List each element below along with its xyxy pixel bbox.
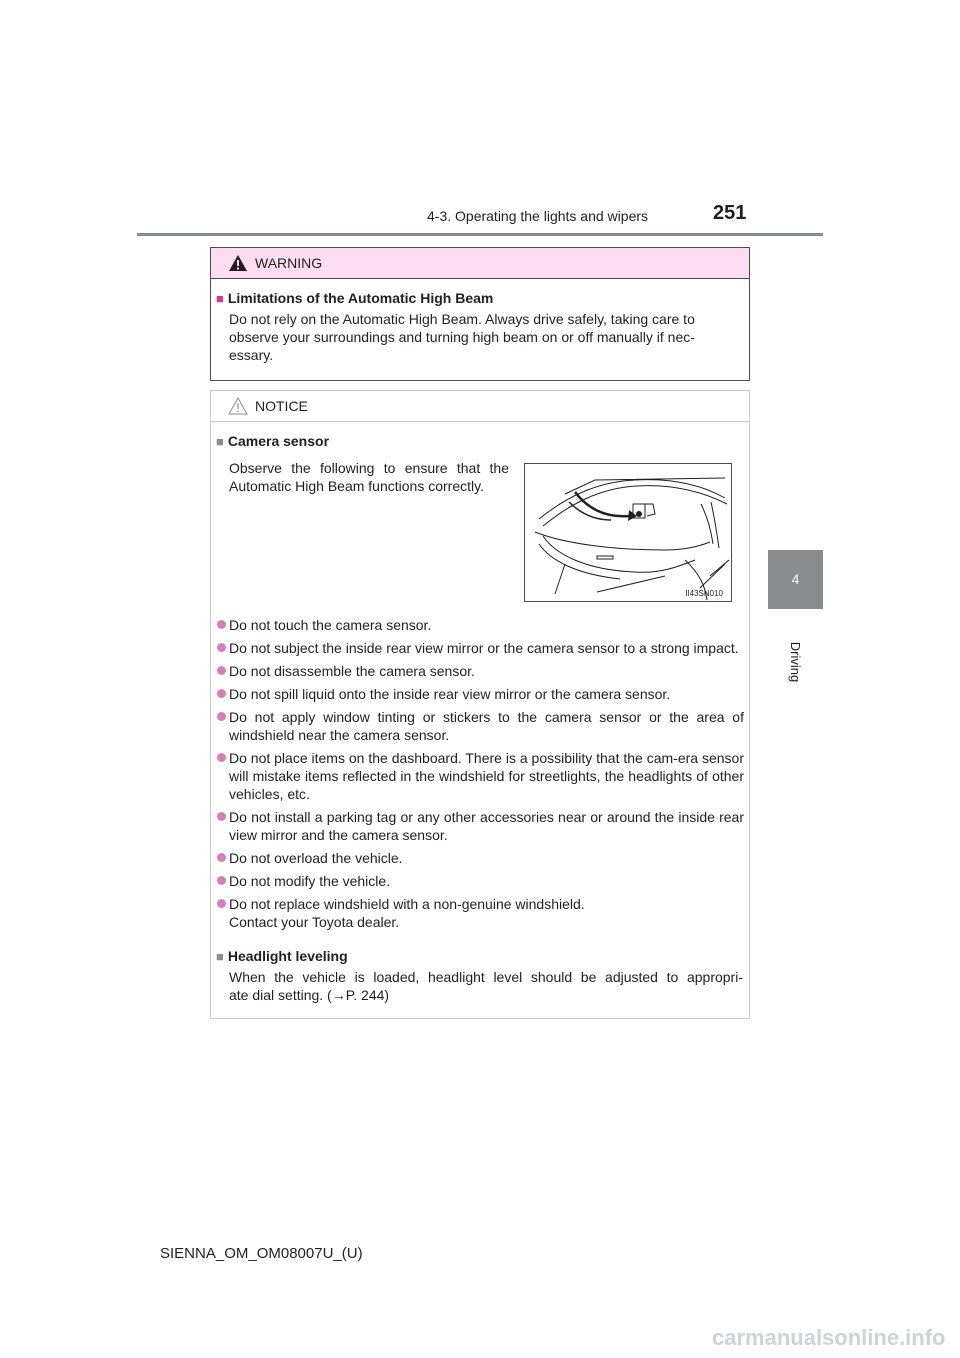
chapter-number: 4 bbox=[791, 571, 800, 587]
warning-header bbox=[211, 248, 749, 279]
list-item: Do not install a parking tag or any other accessories near or around the inside rear view mirror and the camera sensor. bbox=[217, 808, 744, 844]
list-item: Do not apply window tinting or stickers to the camera sensor or the area of windshield near the camera sensor. bbox=[217, 708, 744, 744]
notice-header bbox=[211, 391, 749, 422]
notice-bullet-list bbox=[217, 616, 744, 931]
watermark: carmanualsonline.info bbox=[712, 1325, 946, 1350]
windshield-camera-figure bbox=[524, 463, 732, 602]
bullet-dot-icon bbox=[217, 753, 226, 762]
warning-text bbox=[229, 310, 741, 364]
chapter-name: Driving bbox=[788, 641, 803, 683]
warning-line: essary. bbox=[229, 347, 274, 363]
header-divider bbox=[137, 233, 823, 236]
intro-line: Observe the following to ensure that the bbox=[229, 460, 509, 476]
document-code: SIENNA_OM_OM08007U_(U) bbox=[160, 1245, 363, 1262]
list-item: Do not disassemble the camera sensor. bbox=[217, 662, 744, 680]
warning-line: observe your surroundings and turning high beam on or off manually if nec- bbox=[229, 329, 695, 345]
list-item: Do not place items on the dashboard. There is a possibility that the cam-era sensor will mistake items reflected in the windshield for streetlights, the headlights of other vehicles, etc. bbox=[217, 749, 744, 803]
notice-box bbox=[210, 390, 750, 1019]
bullet-dot-icon bbox=[217, 643, 226, 652]
leveling-line: When the vehicle is loaded, headlight level should be adjusted to appropri- bbox=[229, 969, 743, 985]
bullet-dot-icon bbox=[217, 689, 226, 698]
list-item: Do not replace windshield with a non-genuine windshield. bbox=[217, 895, 744, 913]
leveling-line: ate dial setting. (→P. 244) bbox=[229, 987, 390, 1003]
bullet-dot-icon bbox=[217, 853, 226, 862]
warning-triangle-icon bbox=[228, 254, 248, 272]
notice-label: NOTICE bbox=[255, 398, 308, 414]
bullet-dot-icon bbox=[217, 712, 226, 721]
list-item: Do not subject the inside rear view mirror or the camera sensor to a strong impact. bbox=[217, 639, 744, 657]
square-bullet-icon: ■ bbox=[216, 949, 224, 964]
caution-triangle-icon bbox=[228, 397, 248, 415]
square-bullet-icon: ■ bbox=[216, 291, 224, 306]
bullet-dot-icon bbox=[217, 812, 226, 821]
list-item: Do not touch the camera sensor. bbox=[217, 616, 744, 634]
bullet-dot-icon bbox=[217, 876, 226, 885]
warning-box bbox=[210, 247, 750, 381]
camera-intro bbox=[229, 459, 509, 495]
warning-line: Do not rely on the Automatic High Beam. Always drive safely, taking care to bbox=[229, 311, 695, 327]
section-title: 4-3. Operating the lights and wipers bbox=[427, 208, 649, 224]
list-item: Do not modify the vehicle. bbox=[217, 872, 744, 890]
square-bullet-icon: ■ bbox=[216, 434, 224, 449]
bullet-dot-icon bbox=[217, 899, 226, 908]
warning-label: WARNING bbox=[255, 255, 323, 271]
headlight-leveling-title: ■ Headlight leveling bbox=[216, 948, 348, 964]
bullet-dot-icon bbox=[217, 666, 226, 675]
camera-sensor-title: ■ Camera sensor bbox=[216, 433, 330, 449]
figure-code: II43SN010 bbox=[685, 589, 723, 598]
intro-line: Automatic High Beam functions correctly. bbox=[229, 478, 484, 494]
headlight-leveling-text bbox=[229, 968, 743, 1004]
warning-title: ■ Limitations of the Automatic High Beam bbox=[216, 290, 494, 306]
list-item: Do not spill liquid onto the inside rear view mirror or the camera sensor. bbox=[217, 685, 744, 703]
page-number: 251 bbox=[713, 202, 747, 224]
windshield-illustration bbox=[525, 464, 731, 601]
bullet-dot-icon bbox=[217, 620, 226, 629]
chapter-tab[interactable] bbox=[768, 550, 823, 609]
list-item-continuation: Contact your Toyota dealer. bbox=[229, 914, 400, 930]
list-item: Do not overload the vehicle. bbox=[217, 849, 744, 867]
